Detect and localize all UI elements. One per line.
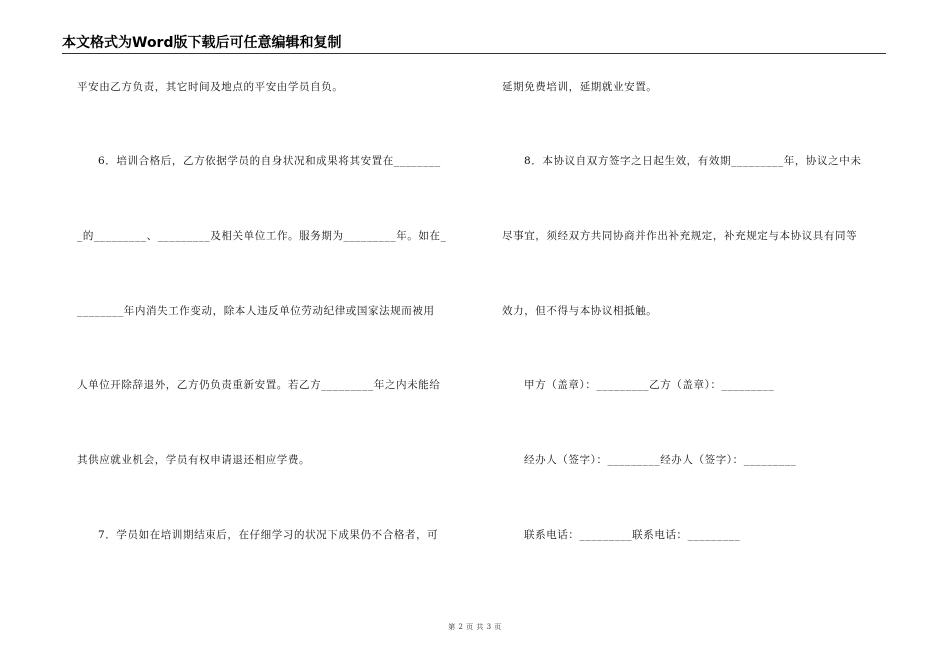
left-line-5: 人单位开除辞退外，乙方仍负责重新安置。若乙方_________年之内未能给 [77,379,441,391]
left-line-4: ________年内消失工作变动，除本人违反单位劳动纪律或国家法规而被用 [77,305,435,317]
left-line-7: 7．学员如在培训期结束后，在仔细学习的状况下成果仍不合格者，可 [98,529,439,541]
left-line-1: 平安由乙方负责，其它时间及地点的平安由学员自负。 [77,81,344,93]
signature-handler-line: 经办人（签字）：_________经办人（签字）：_________ [524,454,797,466]
left-line-2: 6．培训合格后，乙方依据学员的自身状况和成果将其安置在________ [98,155,441,167]
signature-party-line: 甲方（盖章）：_________乙方（盖章）：_________ [524,379,775,391]
contact-phone-line: 联系电话：_________联系电话：_________ [524,529,741,541]
header-divider [62,53,886,54]
right-line-1: 延期免费培训，延期就业安置。 [502,81,658,93]
left-line-3: _的_________、_________及相关单位工作。服务期为_________年。如在_ [77,230,447,242]
right-line-2: 8．本协议自双方签字之日起生效，有效期_________年，协议之中未 [524,155,862,167]
page-number: 第 2 页 共 3 页 [448,623,502,631]
left-line-6: 其供应就业机会，学员有权申请退还相应学费。 [77,454,311,466]
document-header-title: 本文格式为Word版下载后可任意编辑和复制 [62,35,342,51]
right-line-4: 效力，但不得与本协议相抵触。 [502,305,658,317]
right-line-3: 尽事宜，须经双方共同协商并作出补充规定，补充规定与本协议具有同等 [502,230,858,242]
